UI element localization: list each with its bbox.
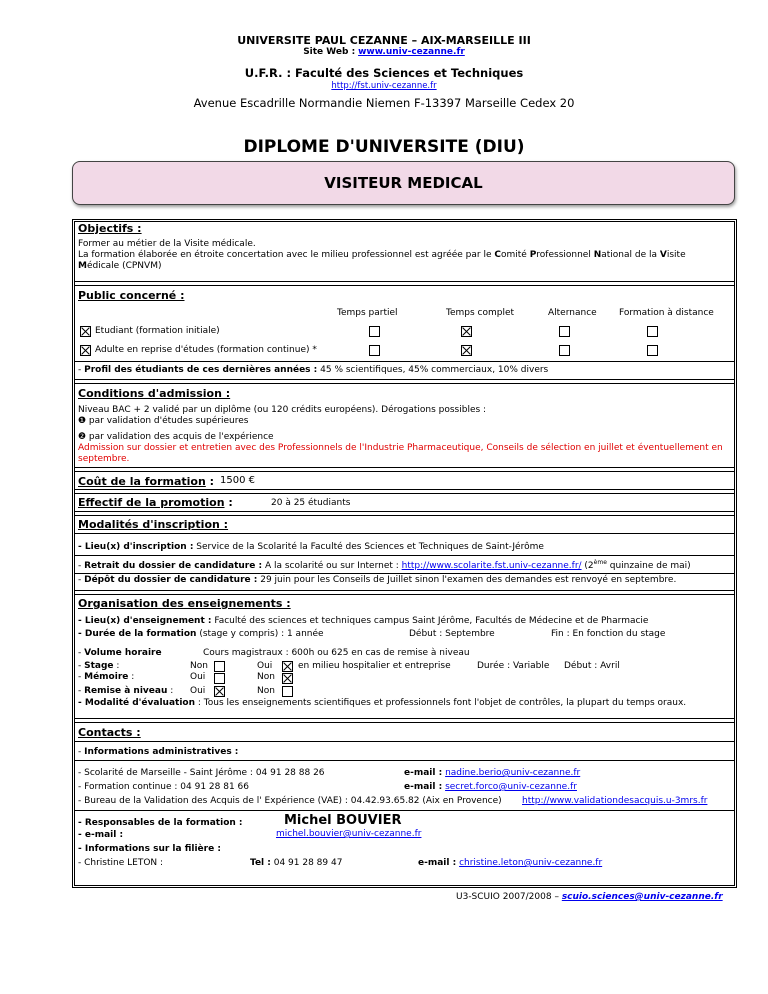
etudiant-temps-partiel-checkbox[interactable] — [369, 326, 380, 337]
objectifs-line3: Médicale (CPNVM) — [78, 261, 162, 271]
etudiant-label: Etudiant (formation initiale) — [95, 326, 220, 336]
site-link[interactable]: www.univ-cezanne.fr — [358, 47, 465, 57]
filiere-label: - Informations sur la filière : — [78, 844, 221, 854]
lieu-inscription: - Lieu(x) d'inscription : Service de la Scolarité la Faculté des Sciences et Techniques de Saint-Jérôme — [78, 542, 544, 552]
remise-niveau-label: - Remise à niveau : — [78, 686, 174, 696]
info-admin-label: - Informations administratives : — [78, 747, 239, 757]
responsable-email-wrap — [276, 829, 421, 839]
responsable-name: Michel BOUVIER — [284, 813, 402, 828]
divider — [74, 810, 735, 811]
memoire-oui-label: Oui — [190, 672, 206, 682]
objectifs-line1: Former au métier de la Visite médicale. — [78, 239, 256, 249]
university-name: UNIVERSITE PAUL CEZANNE – AIX-MARSEILLE III — [237, 34, 531, 47]
address: Avenue Escadrille Normandie Niemen F-13397 Marseille Cedex 20 — [193, 96, 575, 110]
scolarite-link[interactable]: http://www.scolarite.fst.univ-cezanne.fr/ — [401, 561, 582, 571]
conditions-admission-red2: septembre. — [78, 454, 130, 464]
cout-value: 1500 € — [220, 475, 255, 486]
cout-heading: Coût de la formation : — [78, 475, 215, 488]
memoire-label: - Mémoire : — [78, 672, 135, 682]
forco-email-link[interactable]: secret.forco@univ-cezanne.fr — [445, 782, 577, 792]
stage-non-checkbox[interactable] — [214, 661, 225, 672]
memoire-oui-checkbox[interactable] — [214, 673, 225, 684]
duree-formation: - Durée de la formation (stage y compris) : 1 année — [78, 629, 324, 639]
objectifs-line2: La formation élaborée en étroite concertation avec le milieu professionnel est agréée par le Comité Professionnel National de la Visite — [78, 250, 686, 260]
ufr-title: U.F.R. : Faculté des Sciences et Techniques — [244, 66, 524, 80]
adulte-temps-complet-checkbox[interactable] — [461, 345, 472, 356]
memoire-non-checkbox[interactable] — [282, 673, 293, 684]
retrait-dossier: - Retrait du dossier de candidature : A la scolarité ou sur Internet : http://www.scolarite.fst.univ-cezanne.fr/ (2ème quinzaine de mai) — [78, 559, 691, 571]
divider — [74, 467, 735, 472]
divider — [74, 361, 735, 362]
site-web-line — [0, 47, 768, 57]
etudiant-temps-complet-checkbox[interactable] — [461, 326, 472, 337]
depot-dossier: - Dépôt du dossier de candidature : 29 juin pour les Conseils de Juillet sinon l'examen des demandes est renvoyé en septembre. — [78, 575, 677, 585]
scolarite-contact: - Scolarité de Marseille - Saint Jérôme : 04 91 28 88 26 — [78, 768, 325, 778]
volume-horaire-value: Cours magistraux : 600h ou 625 en cas de remise à niveau — [203, 648, 470, 658]
leton-tel: Tel : 04 91 28 89 47 — [250, 858, 343, 868]
leton-email: e-mail : christine.leton@univ-cezanne.fr — [418, 858, 603, 868]
remise-non-label: Non — [257, 686, 275, 696]
email-label: - e-mail : — [78, 830, 124, 840]
remise-non-checkbox[interactable] — [282, 686, 293, 697]
banner-title: VISITEUR MEDICAL — [324, 174, 483, 192]
fin-stage: Fin : En fonction du stage — [551, 629, 666, 639]
divider — [74, 760, 735, 761]
leton-label: - Christine LETON : — [78, 858, 164, 868]
formation-continue-contact: - Formation continue : 04 91 28 81 66 — [78, 782, 249, 792]
divider — [74, 555, 735, 556]
divider — [74, 379, 735, 384]
ufr-link[interactable]: http://fst.univ-cezanne.fr — [331, 81, 437, 91]
modalite-evaluation: - Modalité d'évaluation : Tous les enseignements scientifiques et professionnels font l'objet de contrôles, la plupart du temps oraux. — [78, 698, 687, 708]
adulte-alternance-checkbox[interactable] — [559, 345, 570, 356]
divider — [74, 718, 735, 723]
etudiant-distance-checkbox[interactable] — [647, 326, 658, 337]
etudiant-alternance-checkbox[interactable] — [559, 326, 570, 337]
scolarite-email-link[interactable]: nadine.berio@univ-cezanne.fr — [445, 768, 581, 778]
divider — [74, 573, 735, 574]
etudiant-checkbox[interactable] — [80, 326, 91, 337]
stage-non-label: Non — [190, 661, 208, 671]
effectif-heading: Effectif de la promotion : — [78, 496, 233, 509]
stage-duree: Durée : Variable — [477, 661, 550, 671]
debut-septembre: Début : Septembre — [409, 629, 495, 639]
divider — [74, 533, 735, 534]
scolarite-email: e-mail : nadine.berio@univ-cezanne.fr — [404, 768, 581, 778]
profil-line: - Profil des étudiants de ces dernières années : 45 % scientifiques, 45% commerciaux, 10% divers — [78, 365, 549, 375]
col-formation-distance: Formation à distance — [619, 308, 714, 318]
vae-link[interactable]: http://www.validationdesacquis.u-3mrs.fr — [522, 796, 708, 806]
objectifs-heading: Objectifs : — [78, 222, 142, 235]
stage-oui-label: Oui — [257, 661, 273, 671]
vae-contact: - Bureau de la Validation des Acquis de l' Expérience (VAE) : 04.42.93.65.82 (Aix en Provence) — [78, 796, 502, 806]
responsables-label: - Responsables de la formation : — [78, 818, 243, 828]
stage-oui-checkbox[interactable] — [282, 661, 293, 672]
divider — [74, 511, 735, 516]
volume-horaire-label: - Volume horaire — [78, 648, 162, 658]
conditions-admission-red1: Admission sur dossier et entretien avec des Professionnels de l'Industrie Pharmaceutique, Conseils de sélection en juillet et éventuellement en — [78, 443, 723, 453]
stage-label: - Stage : — [78, 661, 120, 671]
formation-continue-email: e-mail : secret.forco@univ-cezanne.fr — [404, 782, 577, 792]
footer-email-link[interactable]: scuio.sciences@univ-cezanne.fr — [561, 892, 723, 902]
remise-oui-checkbox[interactable] — [214, 686, 225, 697]
col-temps-partiel: Temps partiel — [337, 308, 398, 318]
stage-debut: Début : Avril — [564, 661, 620, 671]
divider — [74, 281, 735, 286]
organisation-heading: Organisation des enseignements : — [78, 597, 291, 610]
stage-lieu: en milieu hospitalier et entreprise — [298, 661, 451, 671]
divider — [74, 741, 735, 742]
leton-email-link[interactable]: christine.leton@univ-cezanne.fr — [459, 858, 603, 868]
lieu-enseignement: - Lieu(x) d'enseignement : Faculté des sciences et techniques campus Saint Jérôme, Facultés de Médecine et de Pharmacie — [78, 616, 649, 626]
effectif-value: 20 à 25 étudiants — [271, 498, 351, 508]
conditions-line1: Niveau BAC + 2 validé par un diplôme (ou 120 crédits européens). Dérogations possibles : — [78, 405, 487, 415]
col-alternance: Alternance — [548, 308, 597, 318]
conditions-line2: ❶ par validation d'études supérieures — [78, 416, 249, 426]
adulte-temps-partiel-checkbox[interactable] — [369, 345, 380, 356]
divider — [74, 590, 735, 595]
remise-oui-label: Oui — [190, 686, 206, 696]
title-banner — [72, 161, 735, 205]
divider — [74, 489, 735, 494]
adulte-label: Adulte en reprise d'études (formation continue) * — [95, 345, 317, 355]
conditions-line3: ❷ par validation des acquis de l'expérience — [78, 432, 274, 442]
public-heading: Public concerné : — [78, 289, 185, 302]
adulte-distance-checkbox[interactable] — [647, 345, 658, 356]
modalites-heading: Modalités d'inscription : — [78, 518, 229, 531]
col-temps-complet: Temps complet — [446, 308, 515, 318]
site-label: Site Web : — [303, 47, 356, 57]
page-title: DIPLOME D'UNIVERSITE (DIU) — [243, 137, 525, 157]
footer: U3-SCUIO 2007/2008 – scuio.sciences@univ-cezanne.fr — [456, 892, 723, 902]
responsable-email-link[interactable]: michel.bouvier@univ-cezanne.fr — [276, 829, 422, 839]
ufr-link-wrap — [0, 81, 768, 91]
memoire-non-label: Non — [257, 672, 275, 682]
conditions-heading: Conditions d'admission : — [78, 387, 231, 400]
vae-link-wrap — [522, 796, 707, 806]
contacts-heading: Contacts : — [78, 726, 141, 739]
adulte-checkbox[interactable] — [80, 345, 91, 356]
